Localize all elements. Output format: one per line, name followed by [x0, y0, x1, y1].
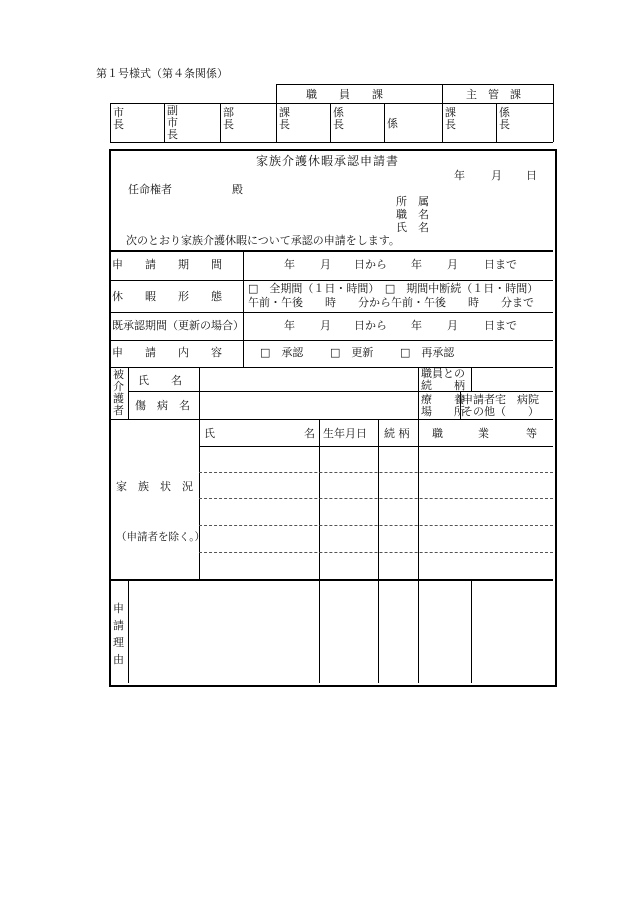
family-header-name-2: 名 — [304, 427, 315, 440]
prior-label: 既承認期間（更新の場合） — [112, 319, 244, 332]
leave-type-line-2: 午前・午後 時 分から午前・午後 時 分まで — [248, 296, 534, 309]
leave-type-label: 休 暇 形 態 — [112, 290, 222, 303]
family-header-occupation-3: 等 — [526, 427, 537, 440]
prior-day-2: 日まで — [484, 319, 517, 332]
care-recipient-illness-label: 傷 病 名 — [135, 399, 190, 412]
form-number: 第１号様式（第４条関係） — [96, 67, 228, 80]
applicant-affiliation: 所 属 — [396, 195, 429, 208]
content-option-renew: □ 更新 — [330, 346, 374, 359]
care-place-option-2: その他（ ） — [462, 405, 539, 418]
content-option-reapprove: □ 再承認 — [400, 346, 455, 359]
statement: 次のとおり家族介護休暇について承認の申請をします。 — [126, 234, 400, 247]
family-header-name-1: 氏 — [204, 427, 215, 440]
care-place-label-2: 場 所 — [421, 405, 465, 418]
stamp-label-subsection-chief-1: 係長 — [333, 106, 344, 131]
stamp-label-section-chief-2: 課長 — [445, 106, 456, 131]
care-recipient-label: 被介護者 — [113, 368, 124, 417]
content-option-approve: □ 承認 — [260, 346, 304, 359]
stamp-label-subsection-chief-2: 係長 — [499, 106, 510, 131]
period-label: 申 請 期 間 — [112, 258, 222, 271]
content-label: 申 請 内 容 — [112, 346, 222, 359]
prior-year-2: 年 — [411, 319, 422, 332]
period-year-2: 年 — [411, 258, 422, 271]
stamp-label-mayor: 市長 — [113, 106, 124, 131]
family-header-birth: 生年月日 — [323, 427, 367, 440]
form-title: 家族介護休暇承認申請書 — [256, 154, 400, 168]
care-place-option-1: 申請者宅 病院 — [462, 393, 539, 406]
date-month: 月 — [491, 169, 502, 182]
family-label: 家 族 状 況 — [116, 480, 193, 493]
family-header-occupation-1: 職 — [432, 427, 443, 440]
appointer-label: 任命権者 — [128, 183, 172, 196]
stamp-label-director: 部長 — [223, 106, 234, 131]
stamp-label-staff: 係 — [387, 117, 398, 130]
date-year: 年 — [454, 169, 465, 182]
stamp-label-section-chief-1: 課長 — [279, 106, 290, 131]
care-place-label-1: 療 養 — [421, 393, 465, 406]
period-day-1: 日から — [354, 258, 387, 271]
period-day-2: 日まで — [484, 258, 517, 271]
date-day: 日 — [526, 169, 537, 182]
form-frame — [109, 149, 557, 687]
family-header-relation: 続 柄 — [384, 427, 410, 440]
staff-dept-header: 職 員 課 — [306, 88, 383, 101]
prior-day-1: 日から — [354, 319, 387, 332]
period-month-2: 月 — [447, 258, 458, 271]
care-recipient-name-label: 氏 名 — [138, 374, 182, 387]
relation-label-1: 職員との — [421, 367, 465, 380]
family-note: （申請者を除く。） — [116, 531, 206, 543]
appointer-suffix: 殿 — [232, 183, 243, 196]
reason-label: 申請理由 — [113, 602, 124, 666]
stamp-label-vice-mayor: 副市長 — [167, 104, 178, 141]
applicant-position: 職 名 — [396, 208, 429, 221]
prior-month-2: 月 — [447, 319, 458, 332]
period-month-1: 月 — [320, 258, 331, 271]
main-dept-header: 主 管 課 — [466, 88, 521, 101]
applicant-name: 氏 名 — [396, 221, 429, 234]
prior-year-1: 年 — [284, 319, 295, 332]
prior-month-1: 月 — [320, 319, 331, 332]
period-year-1: 年 — [284, 258, 295, 271]
family-header-occupation-2: 業 — [478, 427, 489, 440]
leave-type-line-1: □ 全期間（１日・時間） □ 期間中断続（１日・時間） — [248, 282, 539, 295]
relation-label-2: 続 柄 — [421, 379, 465, 392]
